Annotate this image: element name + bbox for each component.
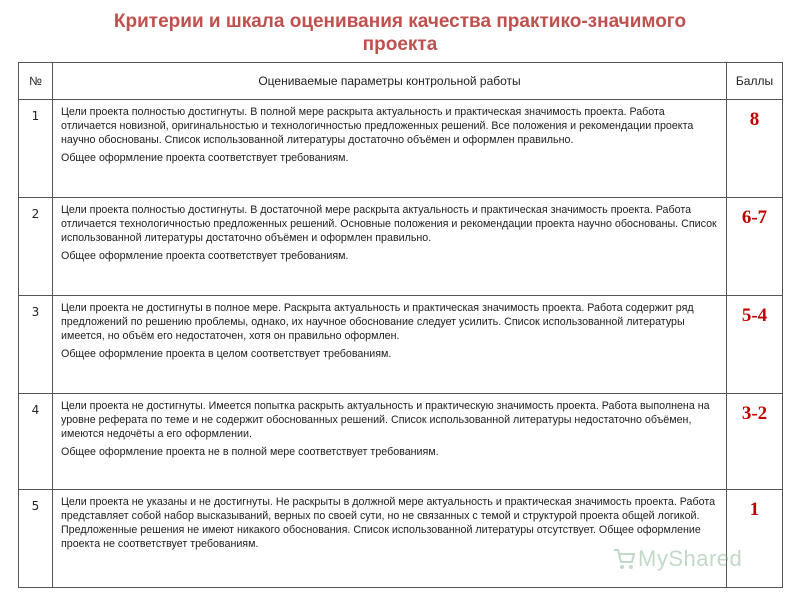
row-params bbox=[53, 296, 727, 394]
table-row bbox=[19, 198, 783, 296]
row-score: 1 bbox=[727, 489, 783, 587]
header-num: № bbox=[19, 63, 53, 100]
row-text: Цели проекта не достигнуты. Имеется попытка раскрыть актуальность и практическую значимость проекта. Работа выполнена на уровне реферата по теме и не содержит обоснованных решений. Список использованной литературы недостаточно объёмен, имеются недочёты а его оформлении. bbox=[61, 400, 710, 440]
criteria-table bbox=[18, 62, 783, 588]
row-text: Цели проекта не указаны и не достигнуты. Не раскрыты в должной мере актуальность и практическая значимость проекта. Работа представляет собой набор высказываний, верных по своей сути, но не связанных с темой и структурой проекта общей логикой. Предложенные решения не имеют никакого обоснования. Список использованной литературы отсутствует. Общее оформление проекта не соответствует требованиям. bbox=[61, 495, 716, 550]
row-footer: Общее оформление проекта соответствует требованиям. bbox=[61, 152, 349, 164]
row-score: 3-2 bbox=[727, 394, 783, 490]
row-params bbox=[53, 489, 727, 587]
row-score: 8 bbox=[727, 100, 783, 198]
row-params bbox=[53, 394, 727, 490]
table-row bbox=[19, 296, 783, 394]
table-row bbox=[19, 100, 783, 198]
row-footer: Общее оформление проекта соответствует требованиям. bbox=[61, 250, 349, 262]
header-score: Баллы bbox=[727, 63, 783, 100]
row-num: 5 bbox=[19, 489, 53, 587]
row-num: 3 bbox=[19, 296, 53, 394]
row-footer: Общее оформление проекта в целом соответствует требованиям. bbox=[61, 348, 392, 360]
row-num: 1 bbox=[19, 100, 53, 198]
watermark-text: MyShared bbox=[638, 546, 743, 571]
table-row bbox=[19, 489, 783, 587]
page-title-line1: Критерии и шкала оценивания качества практико-значимого bbox=[113, 11, 687, 32]
page-title-line2: проекта bbox=[362, 34, 438, 55]
row-score: 5-4 bbox=[727, 296, 783, 394]
row-num: 4 bbox=[19, 394, 53, 490]
table-row bbox=[19, 394, 783, 490]
row-score: 6-7 bbox=[727, 198, 783, 296]
header-params: Оцениваемые параметры контрольной работы bbox=[53, 63, 727, 100]
page-title bbox=[20, 10, 780, 56]
row-params bbox=[53, 100, 727, 198]
row-text: Цели проекта полностью достигнуты. В полной мере раскрыта актуальность и практическая значимость проекта. Работа отличается новизной, оригинальностью и технологичностью предложенных решений. Все положения и рекомендации проекта научно обоснованы. Список использованной литературы достаточно объёмен и оформлен правильно. bbox=[61, 106, 694, 146]
row-text: Цели проекта не достигнуты в полное мере. Раскрыта актуальность и практическая значимость проекта. Работа содержит ряд предложений по решению проблемы, однако, их научное обоснование следует усилить. Список использованной литературы имеется, но объём его недостаточен, хотя он правильно оформлен. bbox=[61, 302, 694, 342]
row-footer: Общее оформление проекта не в полной мере соответствует требованиям. bbox=[61, 446, 439, 458]
row-text: Цели проекта полностью достигнуты. В достаточной мере раскрыта актуальность и практическая значимость проекта. Работа отличается технологичностью предложенных решений. Основные положения и рекомендации проекта научно обоснованы. Список использованной литературы достаточно объёмен и оформлен правильно. bbox=[61, 204, 717, 244]
table-header-row bbox=[19, 63, 783, 100]
row-num: 2 bbox=[19, 198, 53, 296]
row-params bbox=[53, 198, 727, 296]
